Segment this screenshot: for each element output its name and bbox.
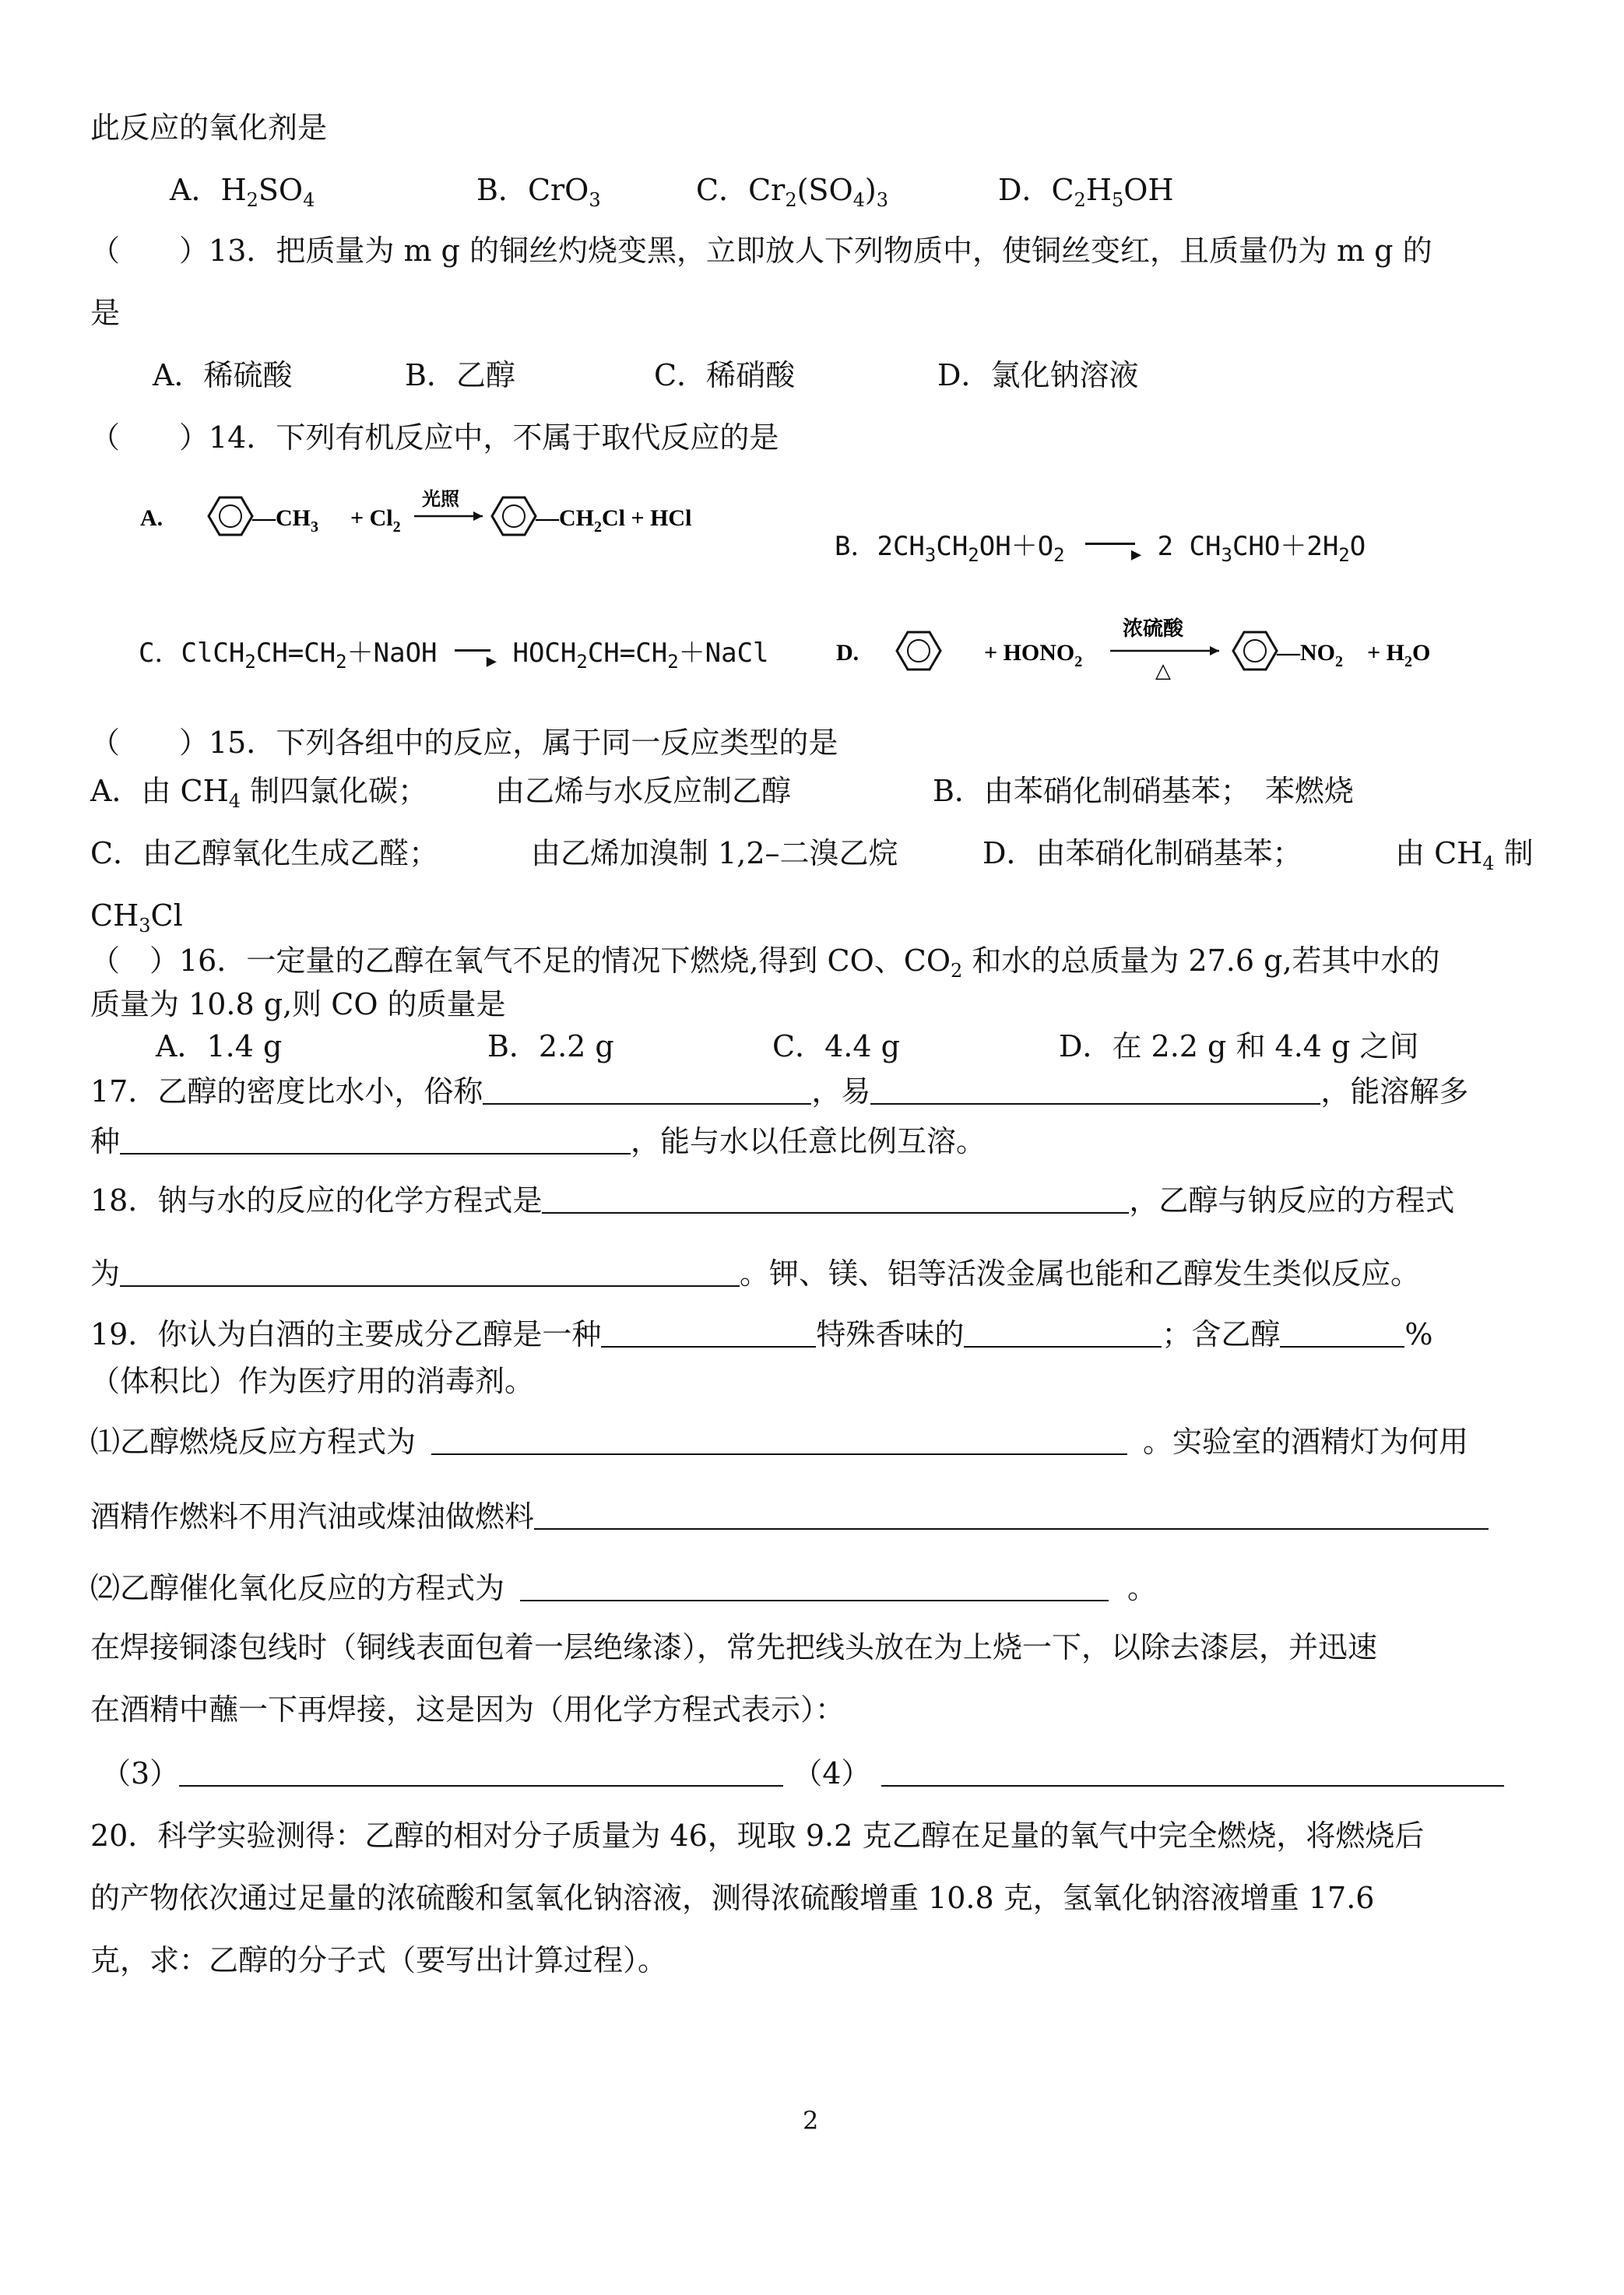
q14-a-product: $—CH_2Cl$ + HCl — [536, 505, 692, 536]
q17-blank-dissolve[interactable] — [120, 1126, 631, 1155]
q19-blank-state[interactable] — [601, 1320, 816, 1348]
q20-line2: 的产物依次通过足量的浓硫酸和氢氧化钠溶液，测得浓硫酸增重 10.8 克，氢氧化钠溶液增重 17.6 — [90, 1881, 1375, 1915]
q14-reaction-a — [140, 479, 755, 554]
reaction-arrow-icon: ▶ — [1081, 539, 1141, 555]
q16-line1: （ ）16．一定量的乙醇在氧气不足的情况下燃烧,得到 CO、$CO_2$ 和水的总质量为 27.6 g,若其中水的 — [90, 944, 1440, 982]
q14-reaction-c: C．$ClCH_2CH=CH_2+NaOH$ ▶ $HOCH_2CH=CH_2+NaCl$ — [139, 638, 769, 673]
q14-a-label: A. — [140, 505, 163, 531]
q14-d-condition-top: 浓硫酸 — [1123, 617, 1184, 640]
q20-line3: 克，求：乙醇的分子式（要写出计算过程）。 — [90, 1943, 668, 1977]
q17-blank-nickname[interactable] — [483, 1077, 811, 1105]
q13-line2: 是 — [90, 296, 121, 330]
q19-blank-combustion[interactable] — [431, 1427, 1127, 1455]
q19-blank-part3[interactable] — [179, 1759, 783, 1787]
q16-line2: 质量为 10.8 g,则 CO 的质量是 — [90, 987, 506, 1021]
benzene-ring-icon — [209, 497, 252, 535]
q17-line2: 种 ，能与水以任意比例互溶。 — [90, 1124, 986, 1158]
q13-option-a: A．稀硫酸 — [153, 358, 293, 392]
q19-solder-line2: 在酒精中蘸一下再焊接，这是因为（用化学方程式表示）： — [90, 1692, 845, 1727]
q16-option-a: A．1.4 g — [156, 1029, 283, 1063]
q15-option-d-part2: 由 $CH_4$ 制 — [1395, 836, 1534, 874]
q12-option-a: A．$H_2SO_4$ — [170, 173, 315, 211]
q19-part1-line2: 酒精作燃料不用汽油或煤油做燃料 — [90, 1498, 1489, 1535]
q19-blank-property[interactable] — [964, 1320, 1162, 1348]
q15-option-d: D．由苯硝化制硝基苯； — [982, 836, 1302, 870]
q15-option-a-part2: 由乙烯与水反应制乙醇 — [495, 774, 792, 808]
q14-d-reagent: + $HONO_2$ — [984, 640, 1083, 670]
q14-a-reactant: $—CH_3$ — [252, 505, 318, 536]
q19-part2: ⑵乙醇催化氧化反应的方程式为 。 — [90, 1571, 1158, 1605]
q19-line1: 19．你认为白酒的主要成分乙醇是一种 特殊香味的 ；含乙醇 % — [90, 1317, 1433, 1351]
q14-line: （ ）14．下列有机反应中，不属于取代反应的是 — [90, 420, 779, 455]
q15-line: （ ）15．下列各组中的反应，属于同一反应类型的是 — [90, 726, 838, 760]
q20-line1: 20．科学实验测得：乙醇的相对分子质量为 46，现取 9.2 克乙醇在足量的氧气中完全燃烧，将燃烧后 — [90, 1819, 1425, 1853]
benzene-ring-icon — [220, 505, 241, 527]
q19-blank-fuel-reason[interactable] — [534, 1502, 1489, 1530]
benzene-ring-icon — [492, 497, 536, 535]
q15-option-c: C．由乙醇氧化生成乙醛； — [90, 836, 439, 870]
benzene-ring-icon — [1233, 632, 1277, 670]
q17-line1: 17．乙醇的密度比水小，俗称 ，易 ，能溶解多 — [90, 1074, 1469, 1109]
q19-blank-part4[interactable] — [881, 1759, 1504, 1787]
q13-option-d: D．氯化钠溶液 — [937, 358, 1139, 392]
arrowhead-icon — [473, 511, 483, 521]
q13-option-c: C．稀硝酸 — [654, 358, 796, 392]
q12-option-c: C．$Cr_2(SO_4)_3$ — [696, 173, 889, 211]
q17-blank-volatile[interactable] — [870, 1077, 1320, 1105]
q19-blank-percent[interactable] — [1280, 1320, 1404, 1348]
q14-a-plus-cl2: + $Cl_2$ — [350, 505, 401, 536]
q14-d-condition-bottom: △ — [1155, 659, 1171, 682]
q15-option-b: B．由苯硝化制硝基苯； 苯燃烧 — [933, 774, 1354, 808]
q14-a-condition: 光照 — [422, 490, 459, 510]
q14-reaction-b: B．$2CH_3CH_2OH+O_2$ ▶ 2 $CH_3CHO+2H_2O$ — [835, 531, 1366, 566]
q18-blank-ethanol-sodium[interactable] — [120, 1259, 740, 1287]
benzene-ring-icon — [503, 505, 525, 527]
q19-blank-catalytic-oxidation[interactable] — [520, 1573, 1109, 1601]
q14-reaction-d — [836, 607, 1482, 693]
q13-option-b: B．乙醇 — [405, 358, 515, 392]
q12-option-b: B．CrO$_3$ — [476, 173, 601, 211]
q12-option-d: D．$C_2H_5OH$ — [998, 173, 1174, 211]
q16-option-c: C．4.4 g — [772, 1029, 900, 1063]
benzene-ring-icon — [897, 632, 940, 670]
benzene-ring-icon — [908, 640, 930, 662]
q14-d-label: D. — [836, 640, 859, 666]
q19-solder-line1: 在焊接铜漆包线时（铜线表面包着一层绝缘漆），常先把线头放在为上烧一下，以除去漆层，并迅速 — [90, 1630, 1378, 1664]
q19-parts-3-4: （3） （4） — [101, 1755, 1504, 1792]
q14-d-product: $—NO_2$ — [1277, 640, 1343, 670]
q19-part1: ⑴乙醇燃烧反应方程式为 。实验室的酒精灯为何用 — [90, 1425, 1469, 1459]
q15-option-a: A．由 $CH_4$ 制四氯化碳； — [90, 774, 428, 812]
q14-d-water: + $H_2O$ — [1367, 640, 1431, 670]
reaction-arrow-icon: ▶ — [453, 646, 497, 662]
q18-line2: 为 。钾、镁、铝等活泼金属也能和乙醇发生类似反应。 — [90, 1256, 1421, 1291]
q13-line1: （ ）13．把质量为 m g 的铜丝灼烧变黑，立即放人下列物质中，使铜丝变红，且质量仍为 m g 的 — [90, 234, 1432, 268]
benzene-ring-icon — [1244, 640, 1266, 662]
q16-option-b: B．2.2 g — [487, 1029, 614, 1063]
q16-option-d: D．在 2.2 g 和 4.4 g 之间 — [1059, 1029, 1419, 1063]
arrowhead-icon — [1210, 646, 1219, 655]
q15-option-d-part3: $CH_3Cl$ — [90, 898, 183, 937]
q12-stem-tail: 此反应的氧化剂是 — [90, 111, 328, 145]
q15-option-c-part2: 由乙烯加溴制 1,2–二溴乙烷 — [531, 836, 898, 870]
page-number: 2 — [803, 2106, 819, 2135]
q18-blank-sodium-water[interactable] — [542, 1186, 1129, 1214]
q19-line2: （体积比）作为医疗用的消毒剂。 — [90, 1364, 535, 1398]
q18-line1: 18．钠与水的反应的化学方程式是 ，乙醇与钠反应的方程式 — [90, 1183, 1455, 1218]
